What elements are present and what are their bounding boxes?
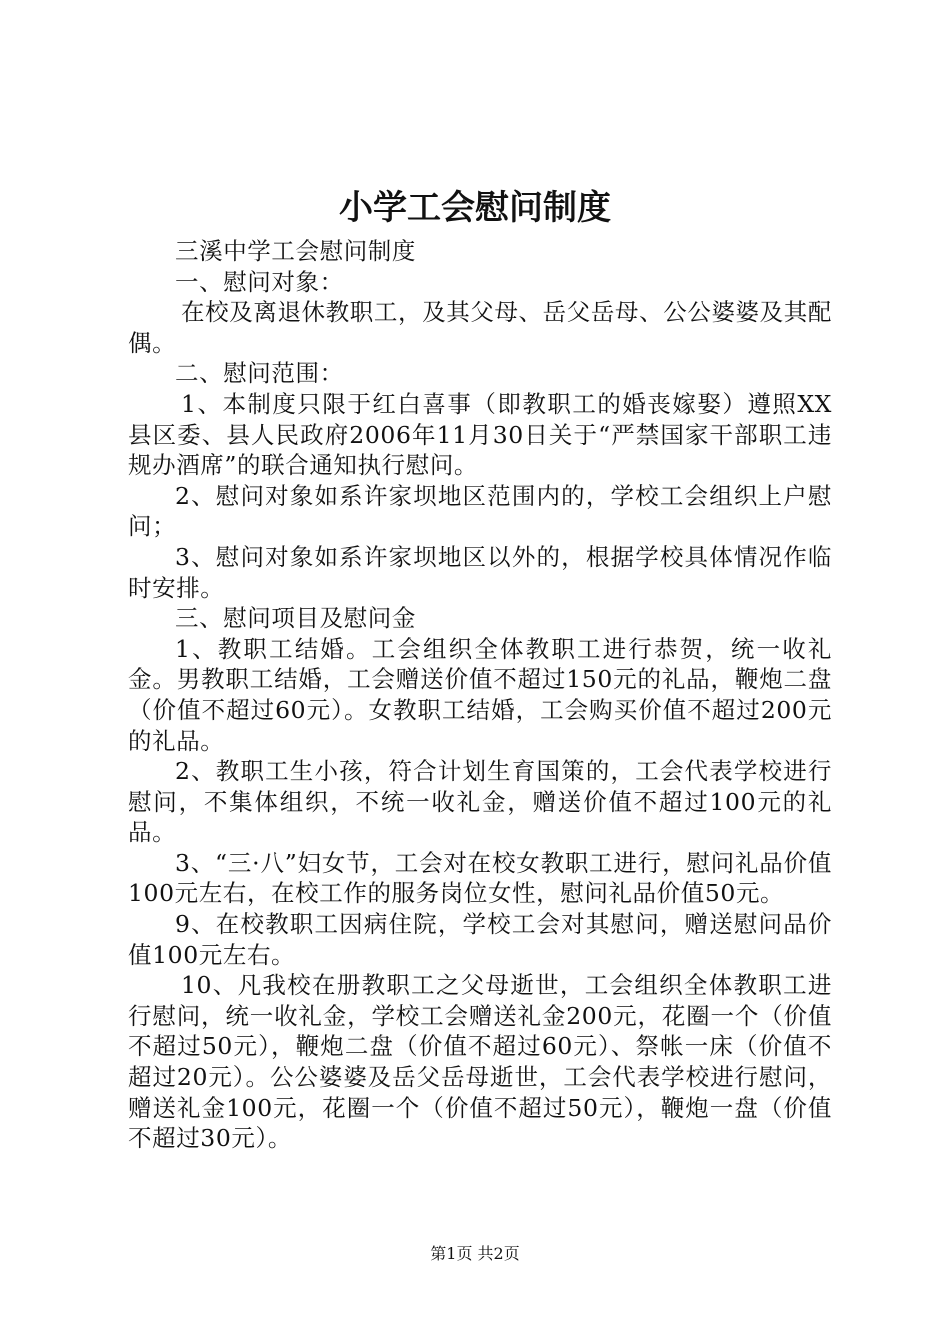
- document-body: [128, 236, 832, 1154]
- paragraph-item-3: 3、“三·八”妇女节，工会对在校女教职工进行，慰问礼品价值100元左右，在校工作的服务岗位女性，慰问礼品价值50元。: [128, 848, 832, 908]
- paragraph-scope-2: 2、慰问对象如系许家坝地区范围内的，学校工会组织上户慰问；: [128, 481, 832, 541]
- paragraph-subtitle: 三溪中学工会慰问制度: [175, 237, 416, 265]
- section-heading-targets: 一、慰问对象：: [175, 267, 344, 296]
- paragraph-targets: 在校及离退休教职工，及其父母、岳父岳母、公公婆婆及其配偶。: [128, 298, 832, 357]
- section-heading-scope: 二、慰问范围：: [175, 359, 344, 388]
- section-heading-items: 三、慰问项目及慰问金: [175, 604, 416, 633]
- paragraph-scope-1: 1、本制度只限于红白喜事（即教职工的婚丧嫁娶）遵照XX县区委、县人民政府2006年11月30日关于“严禁国家干部职工违规办酒席”的联合通知执行慰问。: [128, 389, 832, 480]
- paragraph-item-10: 10、凡我校在册教职工之父母逝世，工会组织全体教职工进行慰问，统一收礼金，学校工会赠送礼金200元，花圈一个（价值不超过50元），鞭炮二盘（价值不超过60元）、祭帐一床（价值不超过20元）。公公婆婆及岳父岳母逝世，工会代表学校进行慰问，赠送礼金100元，花圈一个（价值不超过50元），鞭炮一盘（价值不超过30元）。: [128, 971, 832, 1153]
- paragraph-scope-3: 3、慰问对象如系许家坝地区以外的，根据学校具体情况作临时安排。: [128, 542, 832, 602]
- page-indicator: 第1页 共2页: [430, 1244, 520, 1263]
- paragraph-item-1: 1、教职工结婚。工会组织全体教职工进行恭贺，统一收礼金。男教职工结婚，工会赠送价值不超过150元的礼品，鞭炮二盘（价值不超过60元）。女教职工结婚，工会购买价值不超过200元的礼品。: [128, 634, 832, 755]
- paragraph-item-9: 9、在校教职工因病住院，学校工会对其慰问，赠送慰问品价值100元左右。: [128, 910, 832, 969]
- document-title: 小学工会慰问制度: [339, 188, 611, 228]
- page-footer: [0, 1242, 950, 1266]
- paragraph-item-2: 2、教职工生小孩，符合计划生育国策的，工会代表学校进行慰问，不集体组织，不统一收礼金，赠送价值不超过100元的礼品。: [128, 757, 832, 847]
